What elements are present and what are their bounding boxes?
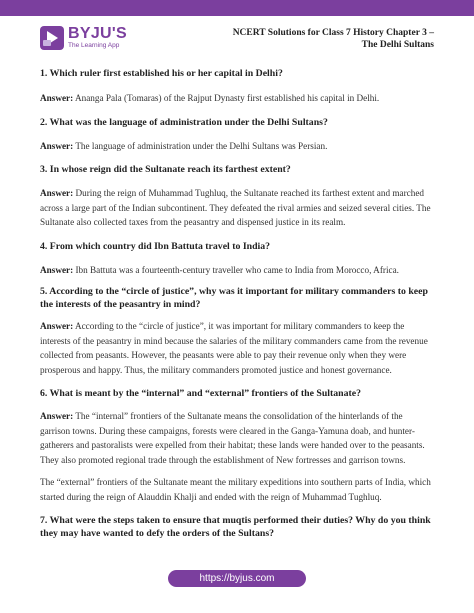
question-2: 2. What was the language of administration under the Delhi Sultans? xyxy=(40,116,328,128)
qa-item-3 xyxy=(40,163,434,230)
answer-label: Answer: xyxy=(40,93,74,103)
question-1: 1. Which ruler first established his or her capital in Delhi? xyxy=(40,68,283,79)
answer-5-text: According to the “circle of justice”, it was important for military commanders to keep the interests of the peasantry in mind because the salaries of the military commanders came from the revenue collected from peasants. However, the peasants were able to pay their revenue only when they were prosperous and happy. Thus, the military commanders promoted justice and honest governance. xyxy=(40,321,428,375)
answer-3-text: During the reign of Muhammad Tughluq, the Sultanate reached its farthest extent and marched across a large part of the Indian subcontinent. They defeated the rival armies and seized several cities. The Sultanate also collected taxes from the peasantry and dispensed justice in its realm. xyxy=(40,188,431,227)
qa-item-5 xyxy=(40,285,434,377)
byjus-logo-icon xyxy=(40,26,64,50)
question-5: 5. According to the “circle of justice”, why was it important for military commanders to keep the interests of the peasantry in mind? xyxy=(40,286,428,310)
answer-label: Answer: xyxy=(40,188,74,198)
answer-label: Answer: xyxy=(40,321,74,331)
brand-tagline: The Learning App xyxy=(68,42,120,50)
question-3: 3. In whose reign did the Sultanate reach its farthest extent? xyxy=(40,164,291,175)
header-title-line-2: The Delhi Sultans xyxy=(361,40,434,50)
answer-label: Answer: xyxy=(40,264,74,275)
footer-url-link[interactable]: https://byjus.com xyxy=(168,570,306,587)
qa-content xyxy=(40,67,434,540)
question-4: 4. From which country did Ibn Battuta travel to India? xyxy=(40,240,271,252)
answer-6-text-1: The “internal” frontiers of the Sultanate means the consolidation of the hinterlands of the garrison towns. During these campaigns, forests were cleared in the Ganga-Yamuna doab, and hunter-gatherers and pastoralists were expelled from their habitat; these lands were handed over to the peasants. They also promoted regional trade through the establishment of New fortresses and garrison towns. xyxy=(40,411,425,465)
page-header-title xyxy=(233,27,434,51)
answer-2-text: The language of administration under the Delhi Sultans was Persian. xyxy=(75,140,328,151)
qa-item-7 xyxy=(40,514,434,540)
answer-6-para-2: The “external” frontiers of the Sultanate meant the military expeditions into southern parts of India, which started during the reign of Alauddin Khalji and ended with the reign of Muhammad Tughluq. xyxy=(40,477,431,502)
answer-label: Answer: xyxy=(40,140,74,151)
qa-item-6 xyxy=(40,387,434,504)
question-6: 6. What is meant by the “internal” and “external” frontiers of the Sultanate? xyxy=(40,388,362,399)
answer-3 xyxy=(40,186,434,230)
answer-1 xyxy=(40,91,434,106)
answer-2 xyxy=(40,139,434,154)
header-title-line-1: NCERT Solutions for Class 7 History Chapter 3 – xyxy=(232,28,434,38)
qa-item-4 xyxy=(40,240,434,278)
logo-text xyxy=(68,26,127,50)
byjus-logo[interactable] xyxy=(40,25,127,51)
qa-item-2 xyxy=(40,116,434,154)
question-7: 7. What were the steps taken to ensure that muqtis performed their duties? Why do you think they may have wanted to defy the orders of the Sultans? xyxy=(40,515,431,539)
answer-4 xyxy=(40,263,434,278)
answer-5 xyxy=(40,319,434,377)
brand-name: BYJU'S xyxy=(68,25,127,43)
top-accent-bar xyxy=(0,0,474,16)
qa-item-1 xyxy=(40,67,434,106)
answer-6-para-1 xyxy=(40,409,434,467)
answer-1-text: Ananga Pala (Tomaras) of the Rajput Dynasty first established his capital in Delhi. xyxy=(74,93,380,103)
answer-label: Answer: xyxy=(40,411,74,421)
answer-4-text: Ibn Battuta was a fourteenth-century traveller who came to India from Morocco, Africa. xyxy=(75,264,399,275)
